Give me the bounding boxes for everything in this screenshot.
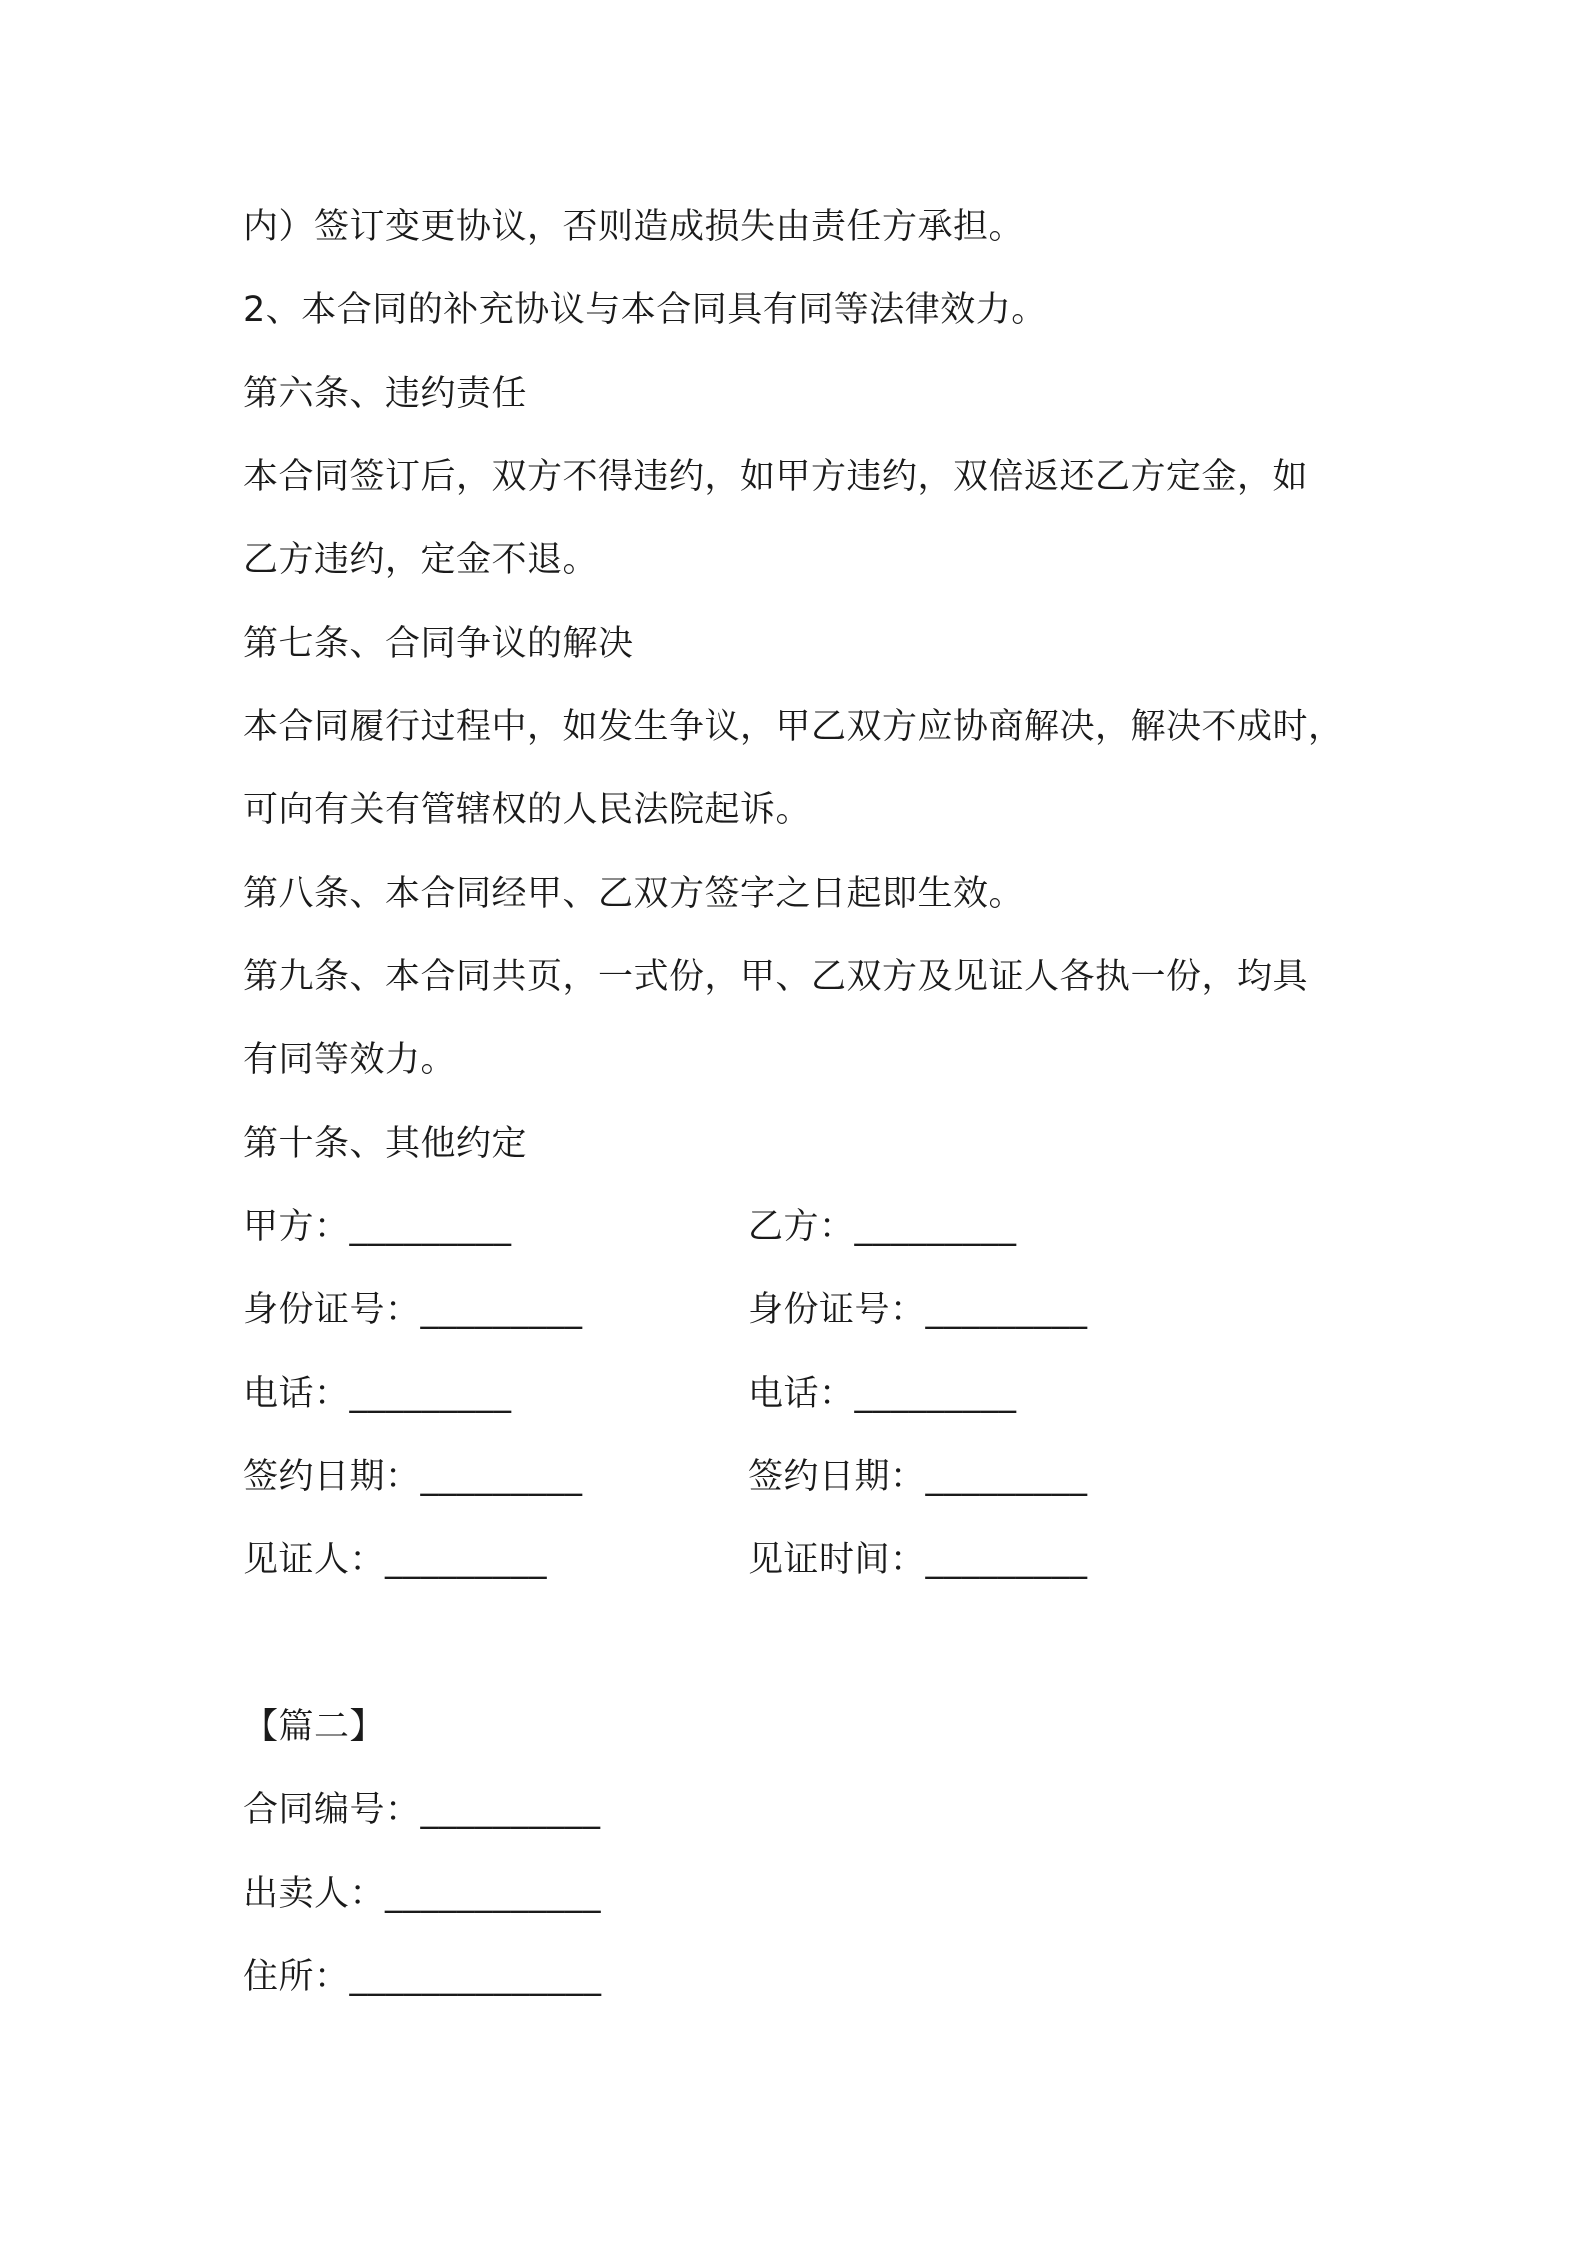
paragraph-line: 第九条、本合同共页，一式份，甲、乙双方及见证人各执一份，均具 bbox=[243, 957, 1309, 997]
party-a-id-field: 身份证号：_________ bbox=[243, 1290, 583, 1330]
paragraph-line: 可向有关有管辖权的人民法院起诉。 bbox=[243, 790, 812, 830]
witness-time-field: 见证时间：_________ bbox=[748, 1540, 1088, 1580]
section-two-title: 【篇二】 bbox=[243, 1707, 386, 1747]
seller-field: 出卖人：____________ bbox=[243, 1874, 602, 1914]
paragraph-line: 内）签订变更协议，否则造成损失由责任方承担。 bbox=[243, 207, 1025, 247]
paragraph-line: 2、本合同的补充协议与本合同具有同等法律效力。 bbox=[243, 290, 1047, 330]
party-b-phone-field: 电话：_________ bbox=[748, 1374, 1017, 1414]
party-a-date-field: 签约日期：_________ bbox=[243, 1457, 583, 1497]
party-b-date-field: 签约日期：_________ bbox=[748, 1457, 1088, 1497]
witness-field: 见证人：_________ bbox=[243, 1540, 548, 1580]
article-heading: 第七条、合同争议的解决 bbox=[243, 624, 634, 664]
address-field: 住所：______________ bbox=[243, 1957, 602, 1997]
party-b-id-field: 身份证号：_________ bbox=[748, 1290, 1088, 1330]
paragraph-line: 本合同履行过程中，如发生争议，甲乙双方应协商解决，解决不成时， bbox=[243, 707, 1344, 747]
article-heading: 第六条、违约责任 bbox=[243, 374, 528, 414]
contract-number-field: 合同编号：__________ bbox=[243, 1790, 601, 1830]
party-a-field: 甲方：_________ bbox=[243, 1207, 512, 1247]
article-heading: 第十条、其他约定 bbox=[243, 1124, 528, 1164]
party-a-phone-field: 电话：_________ bbox=[243, 1374, 512, 1414]
paragraph-line: 本合同签订后，双方不得违约，如甲方违约，双倍返还乙方定金，如 bbox=[243, 457, 1309, 497]
paragraph-line: 第八条、本合同经甲、乙双方签字之日起即生效。 bbox=[243, 874, 1025, 914]
party-b-field: 乙方：_________ bbox=[748, 1207, 1017, 1247]
paragraph-line: 有同等效力。 bbox=[243, 1040, 457, 1080]
paragraph-line: 乙方违约，定金不退。 bbox=[243, 540, 599, 580]
